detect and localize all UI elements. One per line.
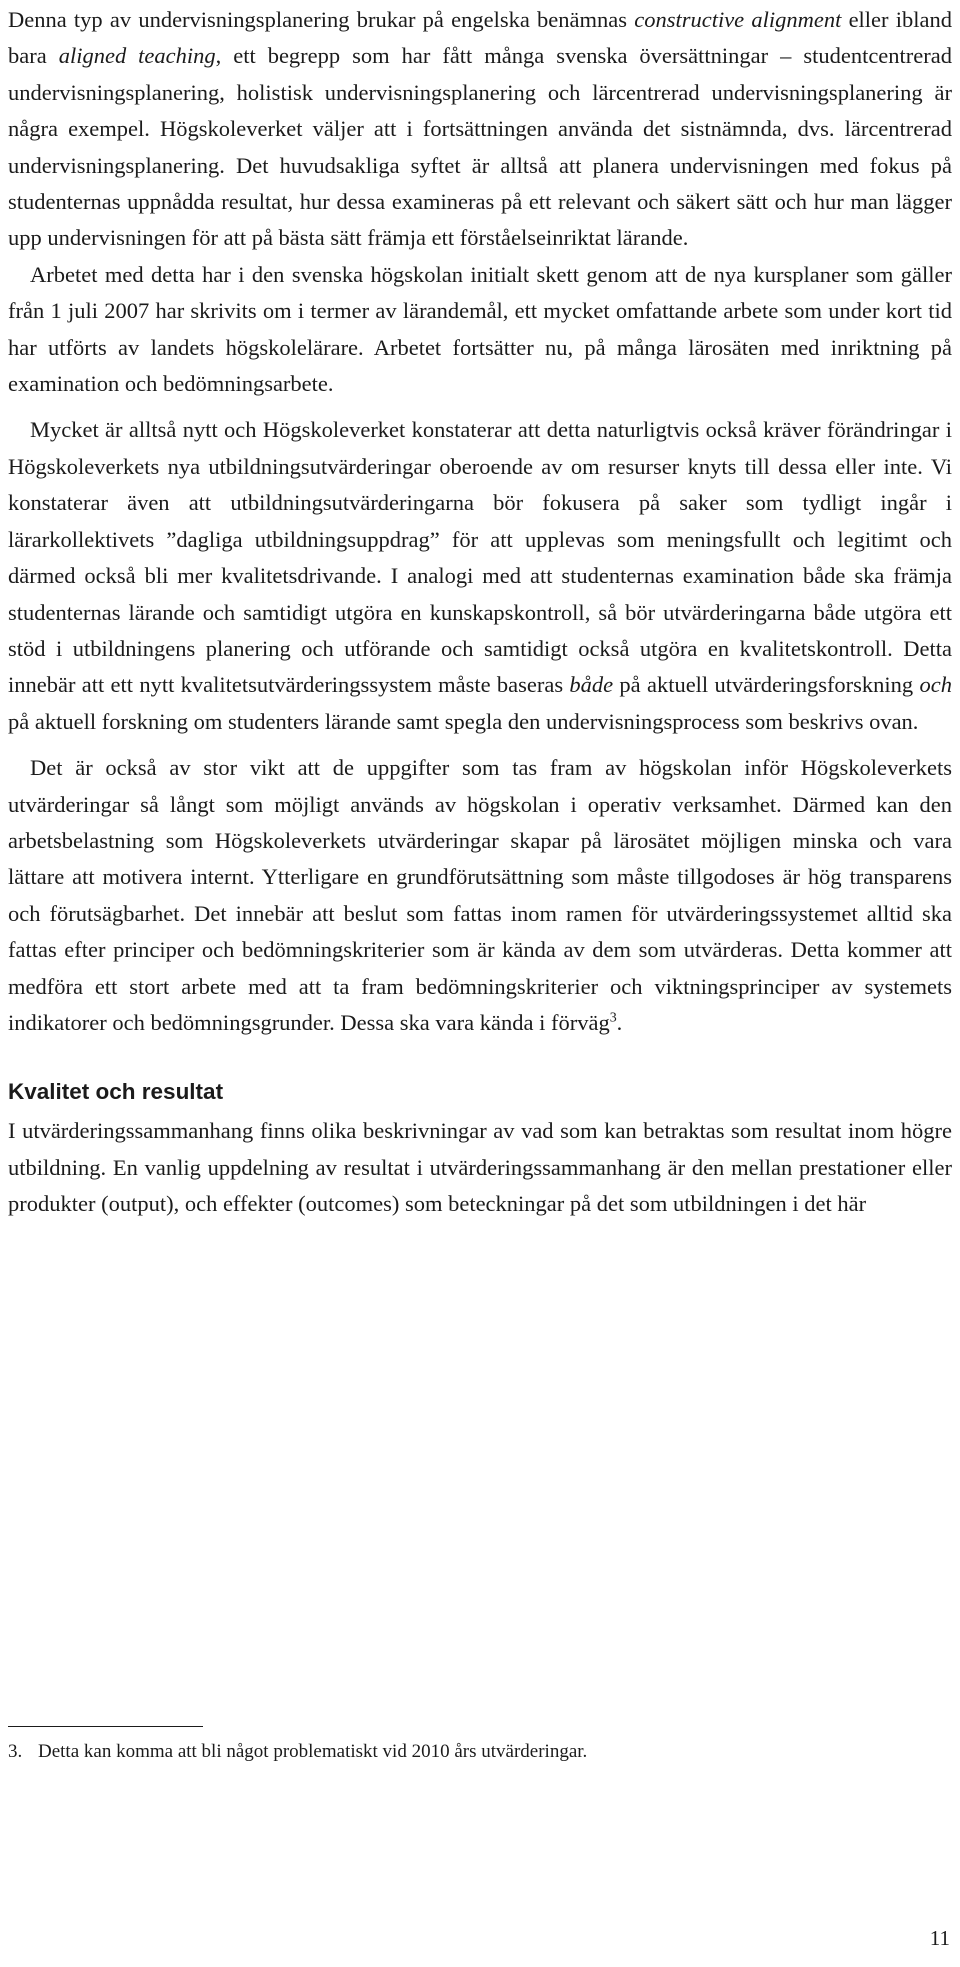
footnote-text: Detta kan komma att bli något problematiskt vid 2010 års utvärderingar. (38, 1741, 588, 1762)
footnote-reference[interactable]: 3 (609, 1010, 617, 1026)
paragraph-4 (8, 750, 952, 1041)
footnote-number: 3. (8, 1741, 23, 1762)
paragraph-3-text-a: Mycket är alltså nytt och Högskoleverket konstaterar att detta naturligtvis också kräver förändringar i Högskoleverkets nya utbildningsutvärderingar oberoende av om resurser knyts till dessa eller inte. Vi konstaterar även att utbildningsutvärderingarna bör fokusera på saker som tydligt ingår i lärarkollektivets ”dagliga utbildningsuppdrag” för att upplevas som meningsfullt och legitimt och därmed också bli mer kvalitetsdrivande. I analogi med att studenternas examination både ska främja studenternas lärande och samtidigt utgöra en kunskapskontroll, så bör utvärderingarna både utgöra ett stöd i utbildningens planering och utförande och samtidigt också utgöra en kvalitetskontroll. Detta innebär att ett nytt kvalitetsutvärderingssystem måste baseras (8, 417, 952, 698)
paragraph-1-text-a: Denna typ av undervisningsplanering brukar på engelska benämnas (8, 7, 635, 32)
footnote-divider (8, 1726, 203, 1727)
term-aligned-teaching: aligned teaching (58, 43, 216, 69)
footnote (8, 1738, 587, 1766)
emphasis-bade: både (569, 672, 614, 698)
paragraph-4-end: . (616, 1009, 623, 1035)
paragraph-3 (8, 412, 952, 740)
paragraph-1 (8, 0, 952, 257)
term-constructive-alignment: constructive alignment (634, 7, 842, 32)
paragraph-1-text-b: eller ibland bara (8, 7, 952, 69)
page-body (8, 0, 952, 1223)
paragraph-3-text-b: på aktuell utvärderingsforskning (613, 672, 920, 698)
paragraph-2: Arbetet med detta har i den svenska högskolan initialt skett genom att de nya kursplaner som gäller från 1 juli 2007 har skrivits om i termer av lärandemål, ett mycket omfattande arbete som under kort tid har utförts av landets högskolelärare. Arbetet fortsätter nu, på många lärosäten med inriktning på examination och bedömningsarbete. (8, 261, 952, 397)
section-heading: Kvalitet och resultat (8, 1079, 224, 1105)
emphasis-och: och (919, 672, 952, 698)
page-number: 11 (929, 1926, 950, 1950)
paragraph-1-text-c: , ett begrepp som har fått många svenska översättningar – studentcentrerad undervisningsplanering, holistisk undervisningsplanering och lärcentrerad undervisningsplanering är några exempel. Högskoleverket väljer att i fortsättningen använda det sistnämnda, dvs. lärcentrerad undervisningsplanering. Det huvudsakliga syftet är alltså att planera undervisningen med fokus på studenternas uppnådda resultat, hur dessa examineras på ett relevant och säkert sätt och hur man lägger upp undervisningen för att på bästa sätt främja ett förståelseinriktat lärande. (8, 43, 953, 251)
paragraph-3-text-c: på aktuell forskning om studenters lärande samt spegla den undervisningsprocess som beskrivs ovan. (8, 708, 919, 734)
paragraph-5: I utvärderingssammanhang finns olika beskrivningar av vad som kan betraktas som resultat inom högre utbildning. En vanlig uppdelning av resultat i utvärderingssammanhang är den mellan prestationer eller produkter (output), och effekter (outcomes) som beteckningar på det som utbildningen i det här (8, 1118, 952, 1217)
paragraph-4-text: Det är också av stor vikt att de uppgifter som tas fram av högskolan inför Högskoleverkets utvärderingar så långt som möjligt används av högskolan i operativ verksamhet. Därmed kan den arbetsbelastning som Högskoleverkets utvärderingar skapar på lärosätet möjligen minska och vara lättare att motivera internt. Ytterligare en grundförutsättning som måste tillgodoses är hög transparens och förutsägbarhet. Det innebär att beslut som fattas inom ramen för utvärderingssystemet alltid ska fattas efter principer och bedömningskriterier som är kända av dem som utvärderas. Detta kommer att medföra ett stort arbete med att ta fram bedömningskriterier och viktningsprinciper av systemets indikatorer och bedömningsgrunder. Dessa ska vara kända i förväg (8, 755, 952, 1035)
